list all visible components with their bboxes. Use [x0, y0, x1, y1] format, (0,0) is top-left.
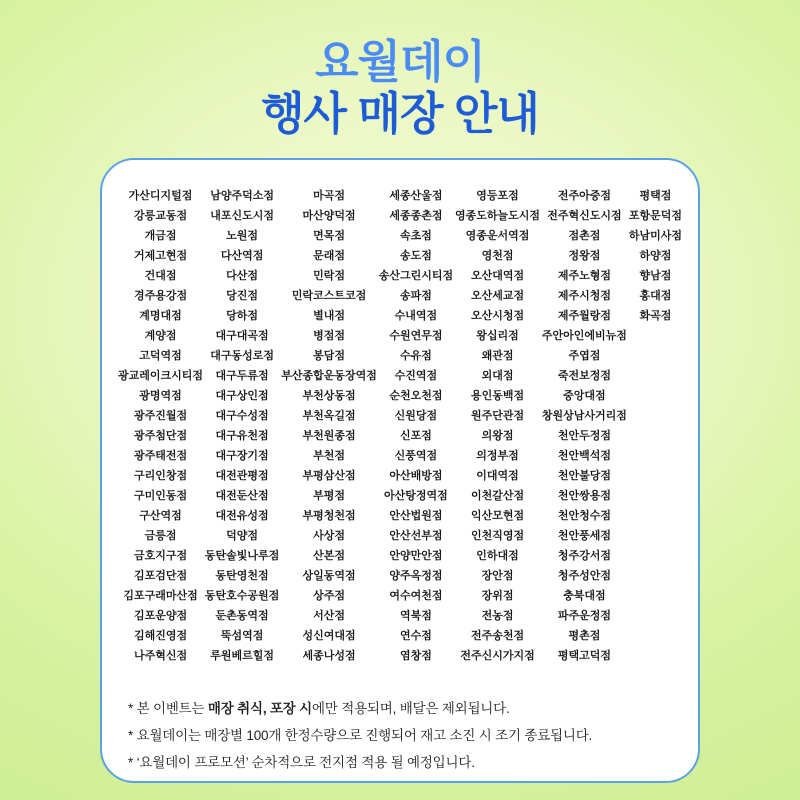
store-name: 오산시청점: [470, 310, 525, 322]
store-name: 하남미사점: [628, 230, 682, 242]
store-name: 천안풍세점: [557, 530, 611, 542]
store-name: 천안청수점: [557, 510, 611, 522]
store-name: 마산양덕점: [302, 210, 356, 222]
store-name: 죽전보정점: [557, 370, 611, 382]
footnote-line: [128, 722, 674, 749]
store-name: 평택고덕점: [557, 650, 611, 662]
footnote-segment: * ‘요월데이 프로모션’ 순차적으로 전지점 적용 될 예정입니다.: [128, 755, 475, 770]
store-name: 광주진월점: [133, 410, 188, 422]
store-name: 안양만안점: [389, 550, 443, 562]
store-name: 동탄호수공원점: [204, 590, 280, 602]
store-name: 부평청천점: [302, 510, 356, 522]
store-name: 성신여대점: [302, 630, 356, 642]
store-name: 인천직영점: [470, 530, 525, 542]
store-name: 광주태전점: [133, 450, 188, 462]
store-name: 주안아인에비뉴점: [541, 330, 627, 342]
store-name: 대전유성점: [215, 510, 269, 522]
store-name: 고덕역점: [139, 350, 182, 362]
store-name: 사상점: [313, 530, 345, 542]
store-name: 영종도하늘도시점: [455, 210, 541, 222]
store-name: 부천옥길점: [302, 410, 356, 422]
store-name: 계명대점: [139, 310, 182, 322]
store-name: 염창점: [399, 650, 432, 662]
store-name: 외대점: [481, 370, 514, 382]
footnotes: [102, 695, 698, 776]
store-name: 다산점: [226, 270, 259, 282]
store-name: 나주혁신점: [133, 650, 188, 662]
footnote-bold-segment: 매장 취식, 포장 시: [207, 701, 313, 716]
store-name: 신포점: [399, 430, 432, 442]
store-name: 포항문덕점: [628, 210, 682, 222]
store-name: 오산세교점: [470, 290, 525, 302]
brand-title: 요월데이: [315, 36, 485, 87]
store-name: 대전관평점: [215, 470, 269, 482]
store-name: 금호지구점: [133, 550, 188, 562]
store-name: 점촌점: [568, 230, 601, 242]
store-name: 덕양점: [226, 530, 259, 542]
store-name: 수진역점: [394, 370, 438, 382]
store-name: 경주용강점: [133, 290, 188, 302]
store-name: 안산법원점: [389, 510, 443, 522]
store-name: 당하점: [226, 310, 259, 322]
store-name: 제주월랑점: [557, 310, 611, 322]
store-name: 영등포점: [476, 190, 519, 202]
store-name: 내포신도시점: [210, 210, 274, 222]
store-name: 평촌점: [568, 630, 601, 642]
store-name: 대구유천점: [215, 430, 269, 442]
store-name: 청주강서점: [557, 550, 611, 562]
store-name: 문래점: [313, 250, 345, 262]
store-name: 건대점: [144, 270, 177, 282]
store-name: 계양점: [144, 330, 177, 342]
store-name: 수내역점: [394, 310, 438, 322]
store-name: 김해진영점: [133, 630, 188, 642]
store-name: 부산종합운동장역점: [281, 370, 377, 382]
store-name: 광주첨단점: [133, 430, 188, 442]
store-name: 대구동성로점: [210, 350, 274, 362]
store-name: 천안백석점: [557, 450, 611, 462]
store-name: 대구수성점: [215, 410, 269, 422]
store-name: 부평삼산점: [302, 470, 356, 482]
store-name: 왜관점: [481, 350, 514, 362]
store-name: 아산탕정역점: [384, 490, 448, 502]
store-name: 세종산울점: [389, 190, 443, 202]
store-name: 양주옥정점: [389, 570, 443, 582]
footnote-segment: 에만 적용되며, 배달은 제외됩니다.: [312, 701, 510, 716]
store-name: 김포운양점: [133, 610, 188, 622]
store-name: 제주노형점: [557, 270, 611, 282]
store-name: 세종나성점: [302, 650, 356, 662]
store-name: 충북대점: [563, 590, 606, 602]
store-name: 천안쌍용점: [557, 490, 611, 502]
store-name: 안산선부점: [389, 530, 443, 542]
store-name: 상일동역점: [302, 570, 356, 582]
store-name: 천안두정점: [557, 430, 611, 442]
store-name: 별내점: [313, 310, 345, 322]
store-name: 제주시청점: [557, 290, 611, 302]
store-name: 마곡점: [313, 190, 345, 202]
store-name: 전주신시가지점: [460, 650, 535, 662]
store-name: 김포검단점: [133, 570, 188, 582]
store-name: 병점점: [313, 330, 345, 342]
store-name: 수원연무점: [389, 330, 443, 342]
store-name: 대구장기점: [215, 450, 269, 462]
store-name: 둔촌동역점: [215, 610, 269, 622]
store-name: 이대역점: [476, 470, 519, 482]
store-name: 역북점: [399, 610, 432, 622]
store-name: 동탄솔빛나루점: [204, 550, 280, 562]
store-name: 금릉점: [144, 530, 177, 542]
store-name: 여수여천점: [389, 590, 443, 602]
store-name: 광명역점: [139, 390, 182, 402]
store-name: 왕십리점: [476, 330, 519, 342]
store-name: 부평점: [313, 490, 345, 502]
store-name: 이천갈산점: [470, 490, 525, 502]
store-name: 산본점: [313, 550, 345, 562]
store-name: 민락점: [313, 270, 345, 282]
store-name: 거제고현점: [133, 250, 188, 262]
store-name: 순천오천점: [389, 390, 443, 402]
store-name: 인하대점: [476, 550, 519, 562]
store-name: 장안점: [481, 570, 514, 582]
footnote-segment: * 본 이벤트는: [128, 701, 208, 716]
store-name: 정왕점: [568, 250, 601, 262]
store-name: 동탄영천점: [215, 570, 269, 582]
store-name: 신풍역점: [394, 450, 438, 462]
store-name: 원주단관점: [470, 410, 525, 422]
store-name: 강릉교동점: [133, 210, 188, 222]
store-name: 대구두류점: [215, 370, 269, 382]
store-name: 창원상남사거리점: [541, 410, 627, 422]
store-name: 익산모현점: [470, 510, 525, 522]
store-name: 영천점: [481, 250, 514, 262]
store-name: 화곡점: [639, 310, 672, 322]
store-name: 송파점: [399, 290, 432, 302]
store-name: 전주혁신도시점: [547, 210, 622, 222]
store-name: 당진점: [226, 290, 259, 302]
store-name: 청주성안점: [557, 570, 611, 582]
store-name: 구리인창점: [133, 470, 188, 482]
store-name: 김포구래마산점: [123, 590, 198, 602]
store-name: 개금점: [144, 230, 177, 242]
store-name: 중앙대점: [563, 390, 606, 402]
store-name: 대구대곡점: [215, 330, 269, 342]
page-title: [0, 0, 800, 140]
store-name: 전농점: [481, 610, 514, 622]
store-name: 향남점: [639, 270, 672, 282]
store-grid: [102, 160, 698, 665]
store-name: 상주점: [313, 590, 345, 602]
store-name: 주엽점: [568, 350, 601, 362]
store-name: 의왕점: [481, 430, 514, 442]
store-name: 송산그린시티점: [378, 270, 454, 282]
store-name: 봉담점: [313, 350, 345, 362]
store-name: 영종운서역점: [465, 230, 530, 242]
store-name: 가산디지털점: [128, 190, 193, 202]
store-name: 광교레이크시티점: [118, 370, 204, 382]
store-name: 수유점: [399, 350, 432, 362]
store-name: 남양주덕소점: [210, 190, 274, 202]
store-name: 민락코스트코점: [291, 290, 367, 302]
store-name: 의정부점: [476, 450, 519, 462]
store-name: 속초점: [399, 230, 432, 242]
store-name: 대전둔산점: [215, 490, 269, 502]
store-name: 파주운정점: [557, 610, 611, 622]
store-name: 하양점: [639, 250, 672, 262]
page-subtitle: 행사 매장 안내: [261, 88, 539, 139]
store-name: 부천점: [313, 450, 345, 462]
store-name: 뚝섬역점: [220, 630, 264, 642]
store-name: 홍대점: [639, 290, 672, 302]
store-name: 부천상동점: [302, 390, 356, 402]
store-name: 부천원종점: [302, 430, 356, 442]
store-name: 구산역점: [139, 510, 182, 522]
store-name: 다산역점: [220, 250, 264, 262]
store-name: 노원점: [226, 230, 259, 242]
store-name: 루원베르힐점: [210, 650, 274, 662]
store-name: 면목점: [313, 230, 345, 242]
store-name: 서산점: [313, 610, 345, 622]
store-name: 세종종촌점: [389, 210, 443, 222]
store-name: 전주아중점: [557, 190, 611, 202]
store-name: 연수점: [399, 630, 432, 642]
store-name: 구미인동점: [133, 490, 188, 502]
store-name: 용인동백점: [470, 390, 525, 402]
store-name: 신원당점: [394, 410, 438, 422]
store-name: 대구상인점: [215, 390, 269, 402]
store-name: 아산배방점: [389, 470, 443, 482]
footnote-line: [128, 695, 674, 722]
footnote-segment: * 요월데이는 매장별 100개 한정수량으로 진행되어 재고 소진 시 조기 종료됩니다.: [128, 728, 593, 743]
store-name: 천안불당점: [557, 470, 611, 482]
store-name: 송도점: [399, 250, 432, 262]
store-name: 장위점: [481, 590, 514, 602]
store-name: 전주송천점: [470, 630, 525, 642]
store-list-card: [100, 158, 700, 783]
store-name: 오산대역점: [470, 270, 525, 282]
store-name: 평택점: [639, 190, 672, 202]
footnote-line: [128, 749, 674, 776]
